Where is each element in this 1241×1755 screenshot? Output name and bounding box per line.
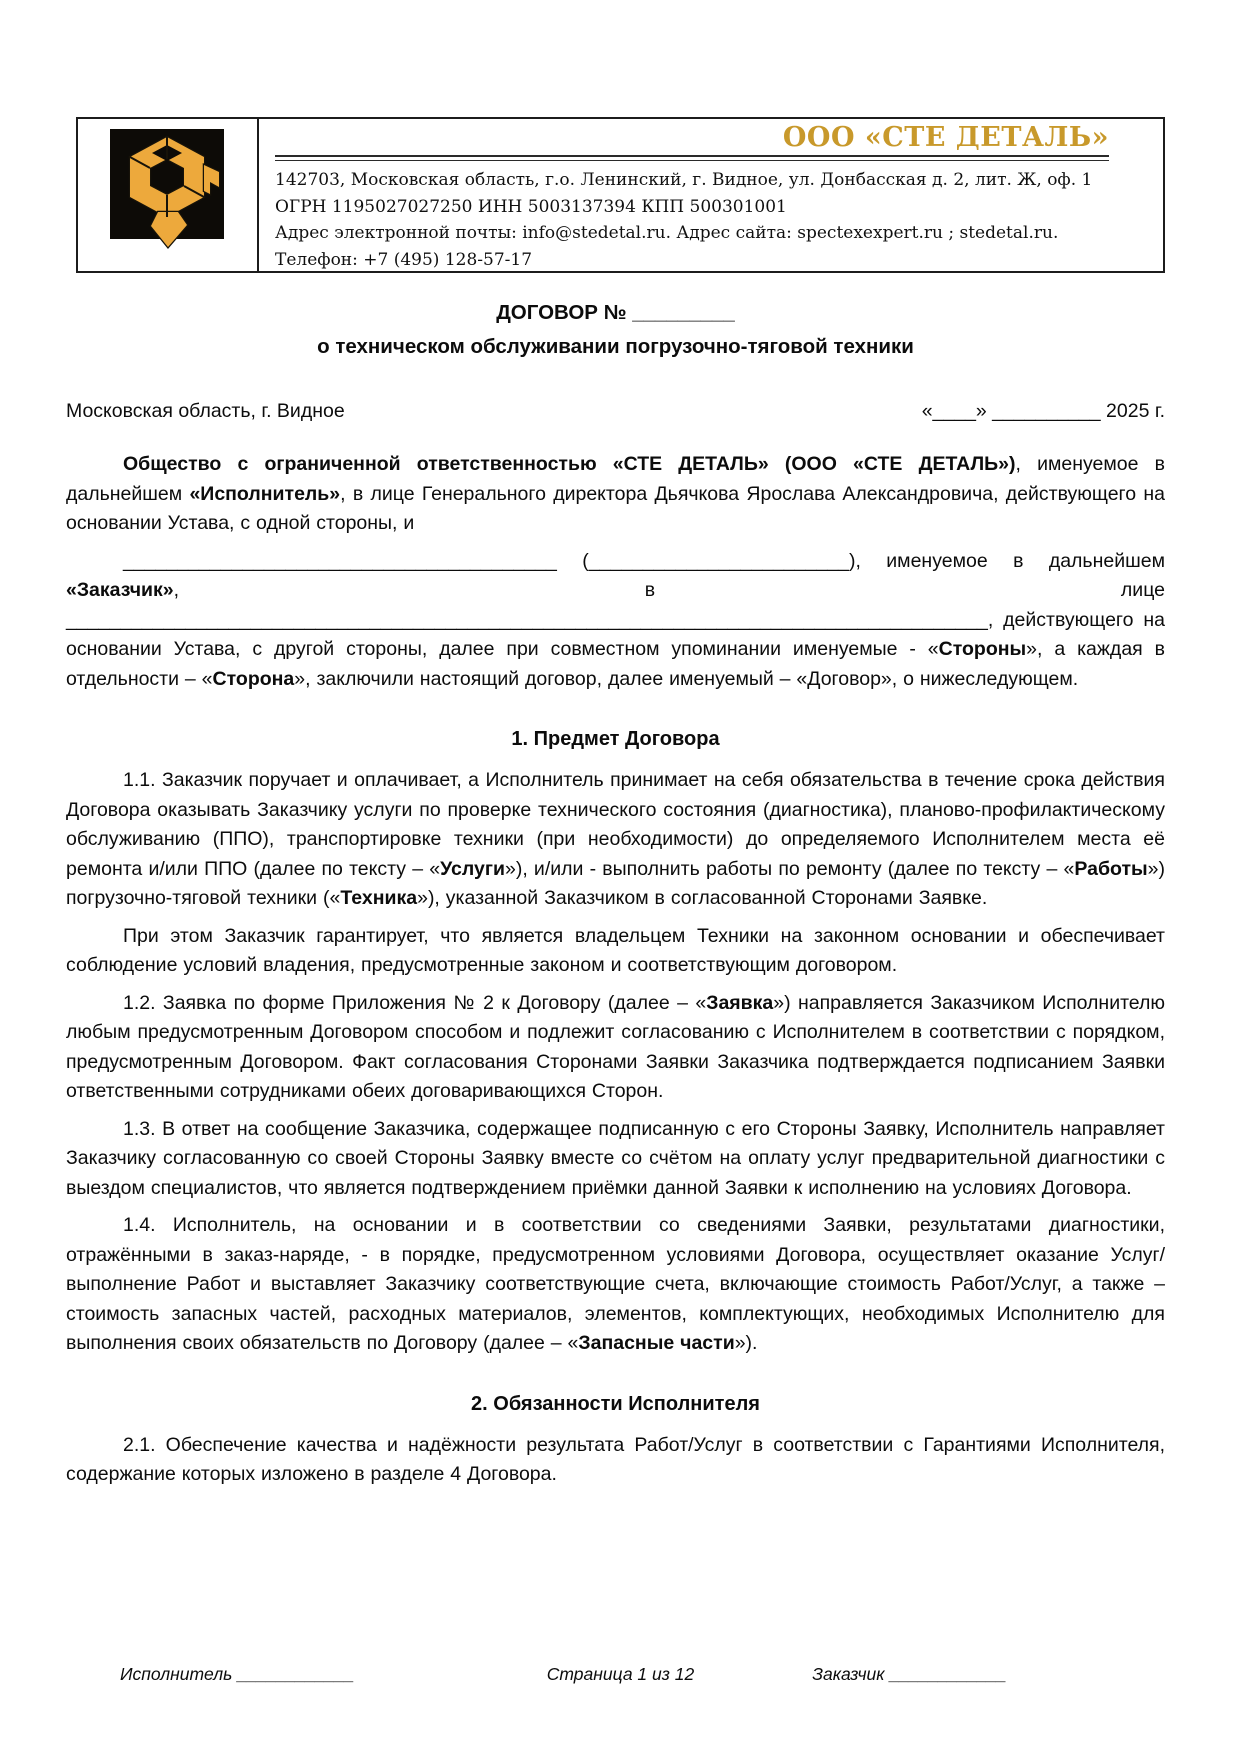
ste-detal-logo-icon: [108, 125, 228, 249]
section-heading: 2. Обязанности Исполнителя: [471, 1392, 760, 1415]
section-heading: 1. Предмет Договора: [511, 728, 720, 750]
contract-title: ДОГОВОР № _________: [496, 301, 735, 324]
letterhead-rule: [275, 155, 1109, 161]
company-email-site-line: Адрес электронной почты: info@stedetal.ru. Адрес сайта: spectexexpert.ru ; stedetal.ru.: [275, 223, 1059, 243]
contract-date-blank: «____» __________ 2025 г.: [921, 400, 1165, 422]
executor-label: Исполнитель: [120, 1664, 233, 1684]
company-address-line: 142703, Московская область, г.о. Ленинский, г. Видное, ул. Донбасская д. 2, лит. Ж, оф. 1: [275, 170, 1093, 190]
paragraph: 2.1. Обеспечение качества и надёжности результата Работ/Услуг в соответствии с Гарантиями Исполнителя, содержание которых изложено в разделе 4 Договора.: [66, 1433, 1165, 1485]
customer-label: Заказчик: [812, 1664, 885, 1684]
customer-signature-blank: ____________: [889, 1664, 1007, 1684]
contract-place: Московская область, г. Видное: [66, 400, 345, 422]
place-date-line: [66, 398, 1165, 424]
contract-subtitle: о техническом обслуживании погрузочно-тяговой техники: [317, 335, 914, 358]
page-number: Страница 1 из 12: [546, 1664, 695, 1684]
paragraph: 1.3. В ответ на сообщение Заказчика, содержащее подписанную с его Стороны Заявку, Исполнитель направляет Заказчику согласованную со своей Стороны Заявку вместе со счётом на оплату услуг предварительной диагностики с выездом специалистов, что является подтверждением приёмки данной Заявки к исполнению на условиях Договора.: [66, 1117, 1165, 1199]
customer-signature-line: [694, 1662, 1241, 1686]
executor-signature-line: [0, 1662, 547, 1686]
paragraph: 1.4. Исполнитель, на основании и в соответствии со сведениями Заявки, результатами диагностики, отражёнными в заказ-наряде, - в порядке, предусмотренном условиями Договора, осуществляет оказание Услуг/выполнение Работ и выставляет Заказчику соответствующие счета, включающие стоимость Работ/Услуг, а также – стоимость запасных частей, расходных материалов, элементов, комплектующих, необходимых Исполнителю для выполнения своих обязательств по Договору (далее – «Запасные части»).: [66, 1214, 1165, 1354]
letterhead: [76, 117, 1165, 273]
executor-signature-blank: ____________: [237, 1664, 354, 1684]
company-registration-line: ОГРН 1195027027250 ИНН 5003137394 КПП 500301001: [275, 196, 787, 217]
letterhead-info: [259, 119, 1163, 271]
paragraph: Общество с ограниченной ответственностью «СТЕ ДЕТАЛЬ» (ООО «СТЕ ДЕТАЛЬ»), именуемое в дальнейшем «Исполнитель», в лице Генерального директора Дьячкова Ярослава Александровича, действующего на основании Устава, с одной стороны, и: [66, 453, 1166, 534]
paragraph: ________________________________________ (________________________), именуемое в дальнейшем «Заказчик», в лице _____________________________________________________________________________________, действующего на основании Устава, с другой стороны, далее при совместном упоминании именуемые - «Стороны», а каждая в отдельности – «Сторона», заключили настоящий договор, далее именуемый – «Договор», о нижеследующем.: [66, 549, 1165, 690]
paragraph: 1.2. Заявка по форме Приложения № 2 к Договору (далее – «Заявка») направляется Заказчиком Исполнителю любым предусмотренным Договором способом и подлежит согласованию с Исполнителем в соответствии с порядком, предусмотренным Договором. Факт согласования Сторонами Заявки Заказчика подтверждается подписанием Заявки ответственными сотрудниками обеих договаривающихся Сторон.: [66, 991, 1166, 1102]
contract-document: [66, 296, 1165, 1498]
company-name: ООО «СТЕ ДЕТАЛЬ»: [782, 122, 1109, 153]
page-footer: [0, 1662, 1241, 1686]
company-phone-line: Телефон: +7 (495) 128-57-17: [275, 249, 533, 270]
paragraph: При этом Заказчик гарантирует, что является владельцем Техники на законном основании и обеспечивает соблюдение условий владения, предусмотренные законом и соответствующим договором.: [66, 924, 1165, 976]
logo-cell: [78, 119, 259, 271]
paragraph: 1.1. Заказчик поручает и оплачивает, а Исполнитель принимает на себя обязательства в течение срока действия Договора оказывать Заказчику услуги по проверке технического состояния (диагностика), планово-профилактическому обслуживанию (ППО), транспортировке техники (при необходимости) до определяемого Исполнителем места её ремонта и/или ППО (далее по тексту – «Услуги»), и/или - выполнить работы по ремонту (далее по тексту – «Работы») погрузочно-тяговой техники («Техника»), указанной Заказчиком в согласованной Сторонами Заявке.: [66, 769, 1166, 909]
document-body: [66, 450, 1165, 1490]
